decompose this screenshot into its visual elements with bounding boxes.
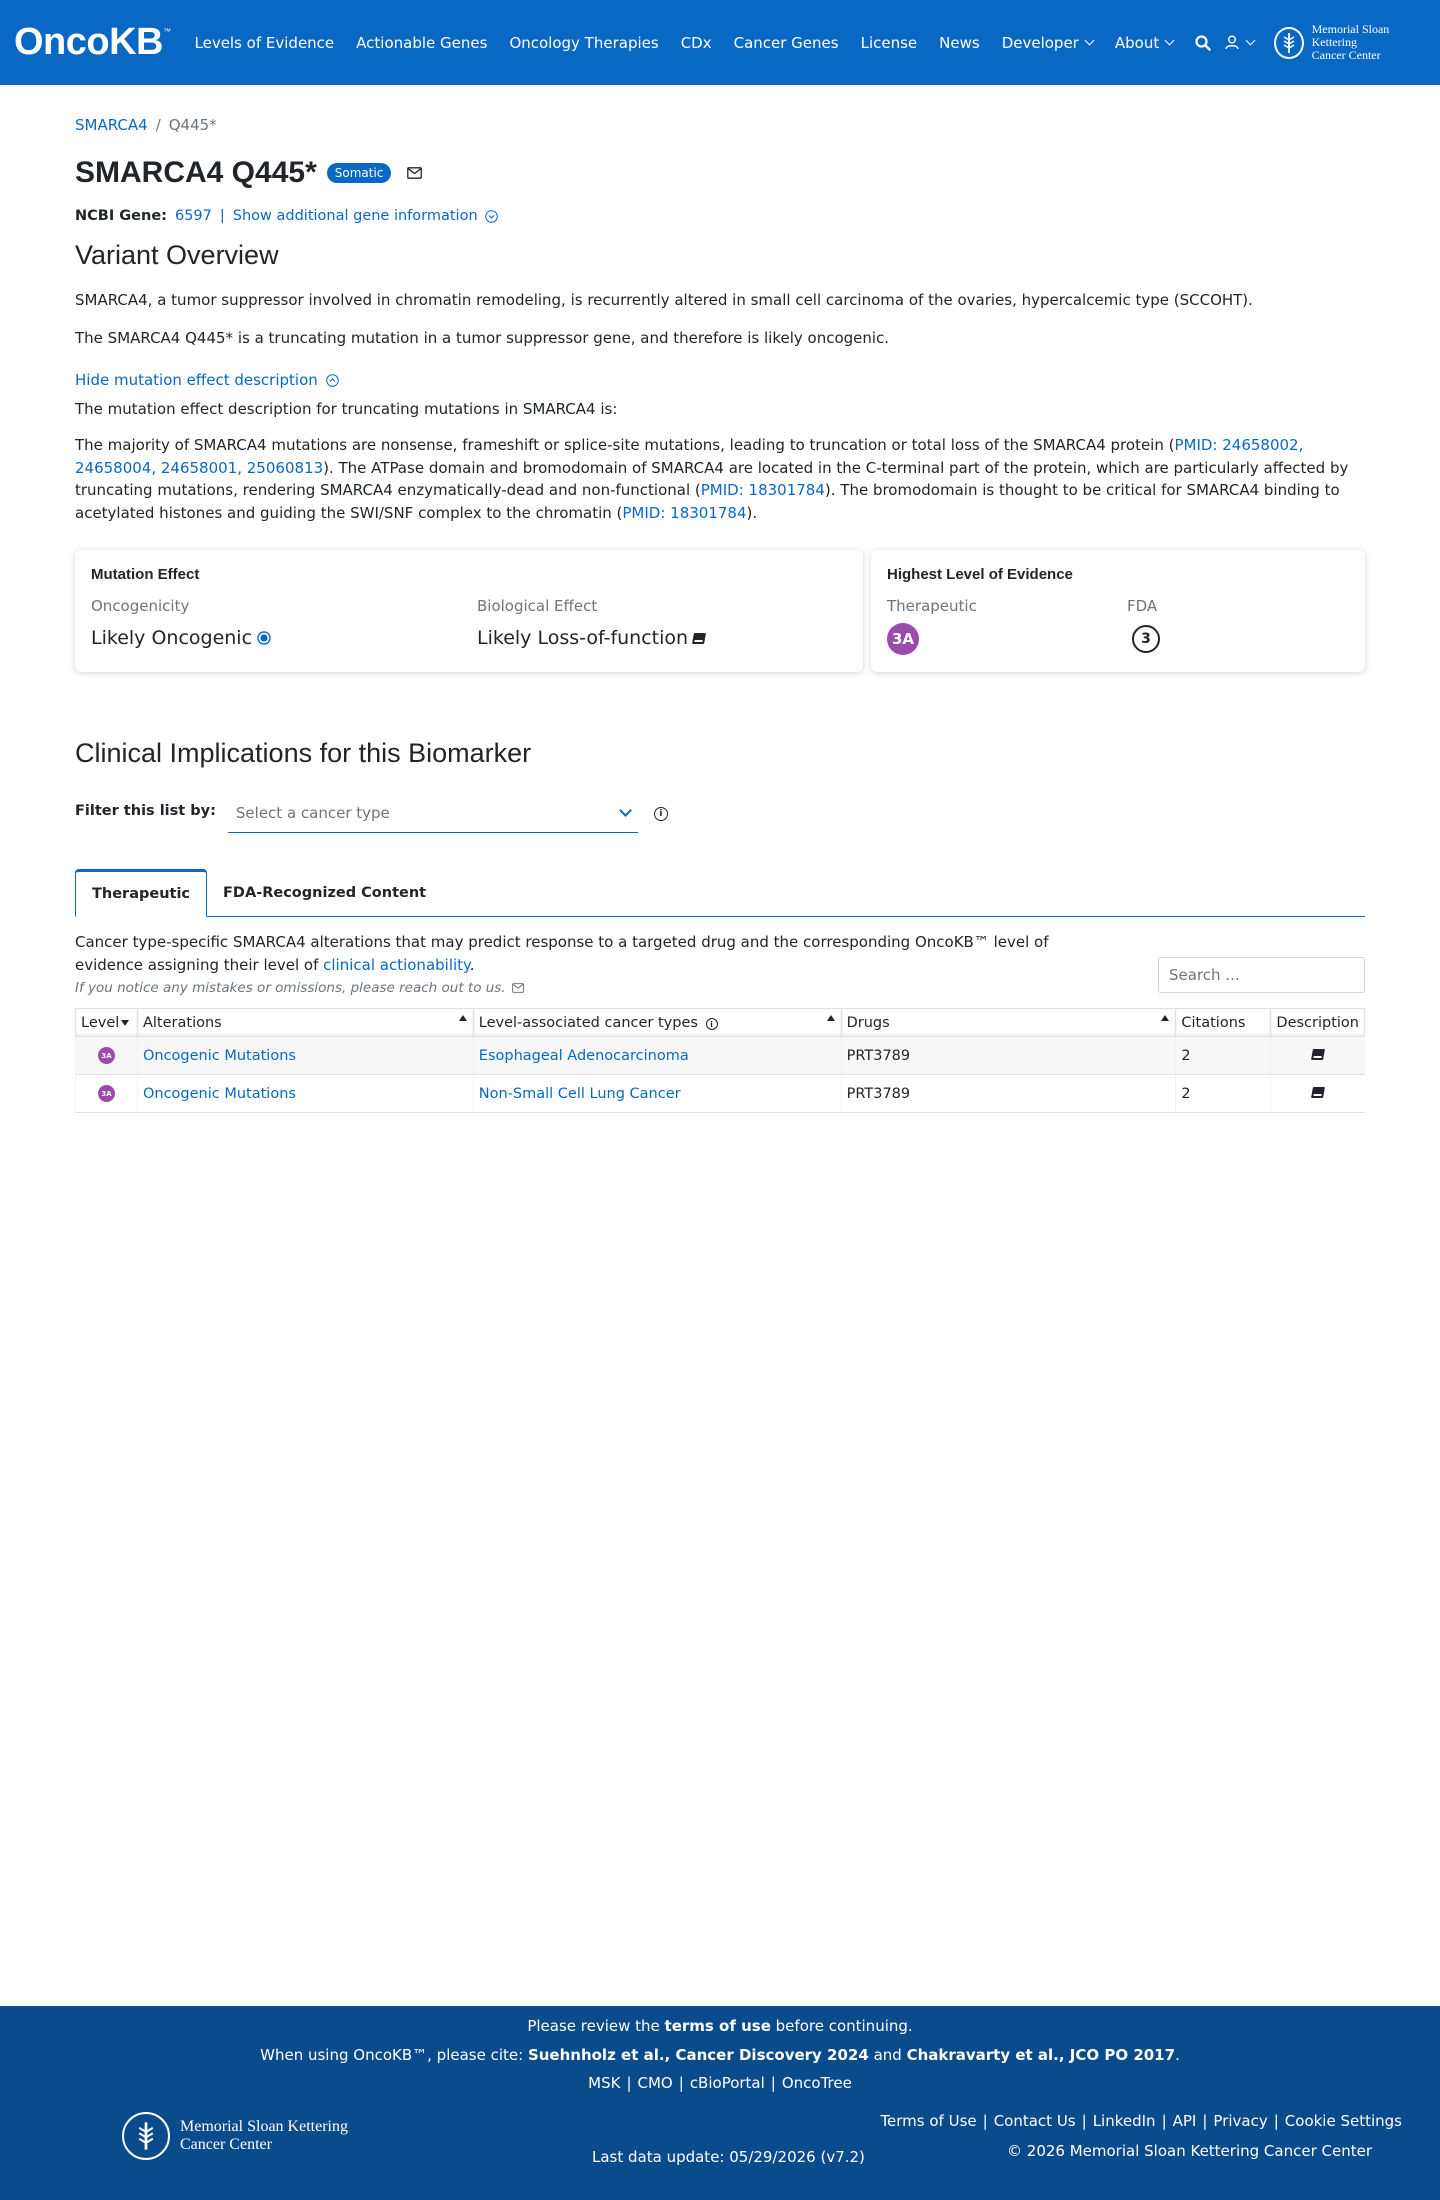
msk-line2: Cancer Center <box>1311 48 1381 62</box>
title-row <box>75 156 1365 190</box>
biological-effect-value-row <box>477 627 705 649</box>
footer-msk-line1: Memorial Sloan Kettering <box>180 2118 348 2135</box>
col-cancer-types[interactable] <box>473 1009 841 1037</box>
mail-icon[interactable] <box>512 983 524 993</box>
cancer-type-link[interactable]: Esophageal Adenocarcinoma <box>478 1047 689 1064</box>
somatic-badge: Somatic <box>327 163 392 183</box>
col-alterations-label: Alterations <box>142 1014 222 1031</box>
oncokb-logo[interactable] <box>14 21 171 64</box>
mistake-notice-text: If you notice any mistakes or omissions, please reach out to us. <box>75 980 506 996</box>
biological-effect-value: Likely Loss-of-function <box>477 627 689 649</box>
footer-msk-logo[interactable] <box>122 2112 348 2160</box>
biological-effect-col <box>477 597 705 649</box>
oncogenicity-value: Likely Oncogenic <box>91 627 253 649</box>
footer-link-cookie-settings[interactable]: Cookie Settings <box>1284 2112 1402 2130</box>
alteration-link[interactable]: Oncogenic Mutations <box>142 1047 296 1064</box>
desc-part-c: ). The bromodomain is thought to be critical for SMARCA4 binding to acetylated histones and guiding the SWI/SNF complex to the chromatin ( <box>75 481 1340 522</box>
nav-developer-dropdown[interactable] <box>1002 34 1093 52</box>
footer-terms-notice <box>0 2017 1440 2035</box>
variant-overview-heading: Variant Overview <box>75 240 279 270</box>
msk-emblem-icon <box>122 2112 170 2160</box>
nav-cdx[interactable]: CDx <box>680 33 712 52</box>
nav-actionable-genes[interactable]: Actionable Genes <box>356 33 488 52</box>
col-alterations[interactable] <box>137 1009 473 1037</box>
citation-link-1[interactable]: Suehnholz et al., Cancer Discovery 2024 <box>527 2046 869 2064</box>
footer-citation <box>0 2046 1440 2064</box>
msk-line1: Memorial Sloan Kettering <box>1311 22 1390 49</box>
footer-copyright: © 2026 Memorial Sloan Kettering Cancer Center <box>1007 2142 1372 2160</box>
breadcrumb-variant: Q445* <box>168 116 217 134</box>
footer-site-links: Terms of Use | Contact Us | LinkedIn | API | Privacy | Cookie Settings <box>880 2112 1402 2130</box>
nav-about-label: About <box>1114 33 1160 52</box>
footer-partner-links: MSK | CMO | cBioPortal | OncoTree <box>588 2074 852 2092</box>
citation-link-2[interactable]: Chakravarty et al., JCO PO 2017 <box>906 2046 1176 2064</box>
gene-summary: SMARCA4, a tumor suppressor involved in chromatin remodeling, is recurrently altered in small cell carcinoma of the ovaries, hypercalcemic type (SCCOHT). <box>75 291 1253 309</box>
oncogenic-target-icon <box>257 631 271 645</box>
therapeutic-desc-a: Cancer type-specific SMARCA4 alterations that may predict response to a targeted drug and the corresponding OncoKB™ level of evidence assigning their level of <box>75 933 1049 974</box>
footer-msk-line2: Cancer Center <box>180 2136 272 2153</box>
col-cancer-types-label: Level-associated cancer types <box>478 1014 698 1031</box>
mutation-effect-intro: The mutation effect description for truncating mutations in SMARCA4 is: <box>75 399 618 418</box>
col-drugs[interactable] <box>841 1009 1176 1037</box>
citation-count[interactable]: 2 <box>1181 1047 1191 1064</box>
therapeutic-level-col <box>887 597 1127 655</box>
footer-cite-a: When using OncoKB™, please cite: <box>260 2046 528 2064</box>
book-icon[interactable] <box>1311 1049 1325 1060</box>
chevron-down-icon <box>1165 36 1175 46</box>
hide-mutation-effect-label: Hide mutation effect description <box>75 371 318 389</box>
citation-count[interactable]: 2 <box>1181 1085 1191 1102</box>
table-row <box>76 1037 1365 1075</box>
ncbi-gene-row <box>75 208 1365 224</box>
nav-about-dropdown[interactable] <box>1115 34 1173 52</box>
cancer-type-link[interactable]: Non-Small Cell Lung Cancer <box>478 1085 681 1102</box>
footer-link-cbioportal[interactable]: cBioPortal <box>689 2074 765 2092</box>
main-content <box>75 85 1365 1113</box>
page-title: SMARCA4 Q445* <box>75 156 317 189</box>
variant-summary: The SMARCA4 Q445* is a truncating mutation in a tumor suppressor gene, and therefore is likely oncogenic. <box>75 328 890 347</box>
sort-desc-icon <box>121 1020 129 1026</box>
last-data-update: Last data update: 05/29/2026 (v7.2) <box>592 2148 865 2166</box>
highest-level-card <box>871 550 1365 672</box>
nav-links <box>195 0 1269 85</box>
clinical-implications-heading: Clinical Implications for this Biomarker <box>75 738 532 768</box>
footer-terms-a: Please review the <box>527 2017 665 2035</box>
table-search-input[interactable] <box>1158 957 1365 993</box>
footer-link-contact[interactable]: Contact Us <box>993 2112 1076 2130</box>
show-gene-info-label: Show additional gene information <box>232 208 478 224</box>
breadcrumb <box>75 116 1365 134</box>
ncbi-separator: | <box>219 208 225 224</box>
nav-license[interactable]: License <box>860 33 918 52</box>
sort-asc-icon <box>459 1015 467 1021</box>
oncogenicity-label: Oncogenicity <box>91 597 190 615</box>
nav-cancer-genes[interactable]: Cancer Genes <box>733 33 839 52</box>
fda-level-col <box>1127 597 1160 655</box>
footer <box>0 2006 1440 2200</box>
ncbi-label: NCBI Gene: <box>75 208 167 224</box>
footer-link-terms[interactable]: Terms of Use <box>880 2112 977 2130</box>
col-citations[interactable] <box>1176 1009 1271 1037</box>
desc-part-a: The majority of SMARCA4 mutations are nonsense, frameshift or splice-site mutations, leading to truncation or total loss of the SMARCA4 protein ( <box>75 436 1175 454</box>
therapeutic-desc-b: . <box>469 955 475 974</box>
breadcrumb-separator: / <box>155 116 161 134</box>
pmid-link[interactable]: PMID: 18301784 <box>622 503 747 522</box>
pmid-link[interactable]: PMID: 24658002, 24658004, 24658001, 25060813 <box>75 436 1304 477</box>
search-icon[interactable] <box>1195 35 1211 51</box>
therapeutic-label: Therapeutic <box>887 597 977 615</box>
book-icon[interactable] <box>692 633 706 644</box>
nav-news[interactable]: News <box>939 33 980 52</box>
col-level-label: Level <box>81 1014 120 1031</box>
nav-developer-label: Developer <box>1001 33 1079 52</box>
fda-level-3-icon[interactable]: 3 <box>1132 625 1160 653</box>
biological-effect-label: Biological Effect <box>477 597 598 615</box>
chevron-down-icon <box>619 804 632 817</box>
msk-emblem-icon <box>1274 27 1303 59</box>
chevron-down-icon <box>1084 36 1094 46</box>
table-row <box>76 1075 1365 1113</box>
show-gene-info-link[interactable] <box>233 208 499 224</box>
mistake-notice <box>75 980 1075 996</box>
ncbi-gene-link[interactable]: 6597 <box>174 208 212 224</box>
alteration-link[interactable]: Oncogenic Mutations <box>142 1085 296 1102</box>
user-icon <box>1225 35 1239 50</box>
footer-link-oncotree[interactable]: OncoTree <box>781 2074 852 2092</box>
cancer-type-placeholder: Select a cancer type <box>235 803 390 822</box>
info-icon[interactable]: i <box>654 807 668 821</box>
col-description-label: Description <box>1276 1014 1359 1031</box>
tab-therapeutic[interactable]: Therapeutic <box>75 869 207 917</box>
logo-tm: ™ <box>163 27 171 36</box>
drug-name: PRT3789 <box>846 1047 911 1064</box>
tab-fda-recognized[interactable]: FDA-Recognized Content <box>223 884 427 901</box>
footer-cite-c: and <box>868 2046 907 2064</box>
msk-logo[interactable] <box>1274 23 1426 62</box>
desc-part-b: ). The ATPase domain and bromodomain of SMARCA4 are located in the C-terminal part of the protein, which are particularly affected by truncating mutations, rendering SMARCA4 enzymatically-dead and non-functional ( <box>75 458 1349 499</box>
footer-link-api[interactable]: API <box>1172 2112 1197 2130</box>
footer-link-cmo[interactable]: CMO <box>637 2074 673 2092</box>
summary-cards <box>75 550 1365 672</box>
fda-label: FDA <box>1127 597 1158 615</box>
chevron-circle-up-icon <box>326 374 339 387</box>
footer-cite-e: . <box>1175 2046 1180 2064</box>
clinical-actionability-link[interactable]: clinical actionability <box>323 955 470 974</box>
mutation-effect-card <box>75 550 863 672</box>
oncogenicity-value-row <box>91 627 477 649</box>
footer-link-linkedin[interactable]: LinkedIn <box>1092 2112 1156 2130</box>
footer-terms-link[interactable]: terms of use <box>664 2017 771 2035</box>
cancer-type-select[interactable] <box>228 793 638 833</box>
top-navbar <box>0 0 1440 85</box>
tabs <box>75 869 1365 917</box>
mutation-effect-title: Mutation Effect <box>91 566 200 583</box>
filter-label: Filter this list by: <box>75 803 216 819</box>
hide-mutation-effect-link[interactable] <box>75 371 339 389</box>
oncogenicity-col <box>91 597 477 649</box>
footer-terms-c: before continuing. <box>770 2017 913 2035</box>
chevron-circle-down-icon <box>485 210 498 223</box>
drug-name: PRT3789 <box>846 1085 911 1102</box>
mutation-effect-description <box>75 434 1365 524</box>
info-icon[interactable]: i <box>706 1018 718 1030</box>
filter-row <box>75 793 1365 833</box>
level-3a-icon[interactable]: 3A <box>98 1047 115 1064</box>
therapeutic-table <box>75 1008 1365 1113</box>
col-level[interactable] <box>76 1009 138 1037</box>
mutation-effect-toggle-row <box>75 369 1365 392</box>
footer-link-msk[interactable]: MSK <box>588 2074 621 2092</box>
highest-level-title: Highest Level of Evidence <box>887 566 1073 583</box>
pmid-link[interactable]: PMID: 18301784 <box>700 481 825 499</box>
logo-text: OncoKB <box>14 21 163 63</box>
nav-levels-of-evidence[interactable]: Levels of Evidence <box>194 33 335 52</box>
col-drugs-label: Drugs <box>846 1014 890 1031</box>
mail-icon[interactable] <box>407 167 422 179</box>
level-3a-icon[interactable]: 3A <box>98 1085 115 1102</box>
user-menu[interactable] <box>1225 35 1254 50</box>
sort-asc-icon <box>827 1015 835 1021</box>
desc-part-d: ). <box>746 503 758 522</box>
chevron-down-icon <box>1246 36 1256 46</box>
level-3a-icon[interactable]: 3A <box>887 623 919 655</box>
footer-link-privacy[interactable]: Privacy <box>1213 2112 1268 2130</box>
col-description <box>1271 1009 1365 1037</box>
breadcrumb-gene[interactable]: SMARCA4 <box>75 116 148 134</box>
table-header-area <box>75 931 1365 996</box>
therapeutic-description <box>75 931 1075 976</box>
col-citations-label: Citations <box>1181 1014 1246 1031</box>
nav-oncology-therapies[interactable]: Oncology Therapies <box>509 33 659 52</box>
book-icon[interactable] <box>1311 1087 1325 1098</box>
sort-asc-icon <box>1161 1015 1169 1021</box>
